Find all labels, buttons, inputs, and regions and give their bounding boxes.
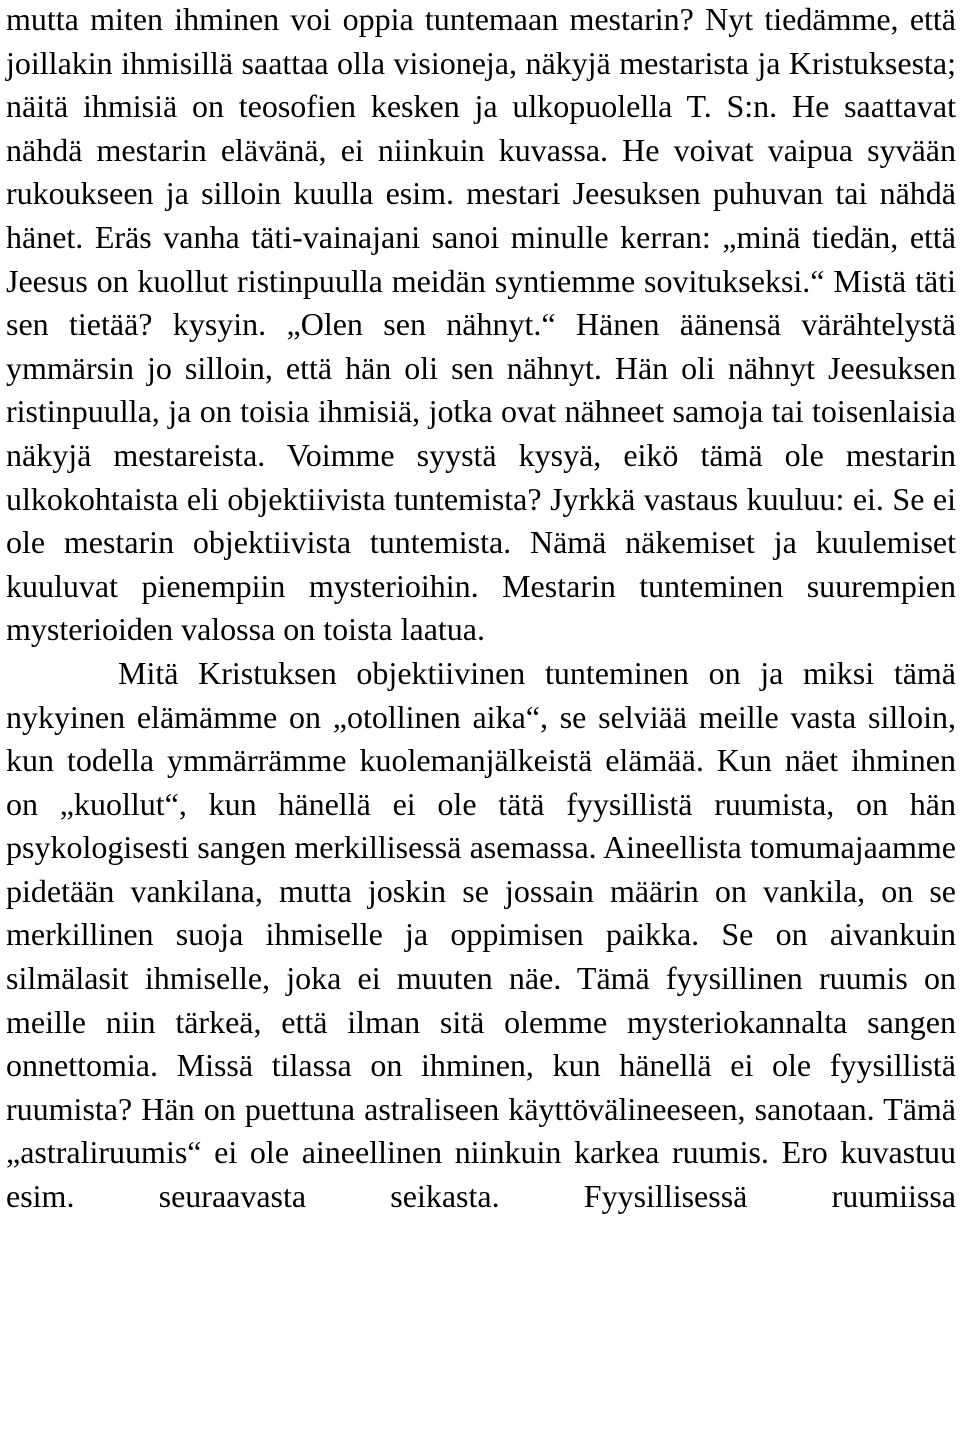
- paragraph-1: mutta miten ihminen voi oppia tuntemaan mestarin? Nyt tiedämme, että joillakin ihmisillä saattaa olla visioneja, näkyjä mestarista ja Kristuksesta; näitä ihmisiä on teosofien kesken ja ulkopuolella T. S:n. He saattavat nähdä mestarin elävänä, ei niinkuin kuvassa. He voivat vaipua syvään rukoukseen ja silloin kuulla esim. mestari Jeesuksen puhuvan tai nähdä hänet. Eräs vanha täti-vainajani sanoi minulle kerran: „minä tiedän, että Jeesus on kuollut ristinpuulla meidän syntiemme sovitukseksi.“ Mistä täti sen tietää? kysyin. „Olen sen nähnyt.“ Hänen äänensä värähtelystä ymmärsin jo silloin, että hän oli sen nähnyt. Hän oli nähnyt Jeesuksen ristinpuulla, ja on toisia ihmisiä, jotka ovat nähneet samoja tai toisenlaisia näkyjä mestareista. Voimme syystä kysyä, eikö tämä ole mestarin ulkokohtaista eli objektiivista tuntemista? Jyrkkä vastaus kuuluu: ei. Se ei ole mestarin objektiivista tuntemista. Nämä näkemiset ja kuulemiset kuuluvat pienempiin mysterioihin. Mestarin tunteminen suurempien mysterioiden valossa on toista laatua.: [6, 1, 956, 648]
- paragraph-2: Mitä Kristuksen objektiivinen tunteminen on ja miksi tämä nykyinen elämämme on „otollinen aika“, se selviää meille vasta silloin, kun todella ymmärrämme kuolemanjälkeistä elämää. Kun näet ihminen on „kuollut“, kun hänellä ei ole tätä fyysillistä ruumista, on hän psykologisesti sangen merkillisessä asemassa. Aineellista tomumajaamme pidetään vankilana, mutta joskin se jossain määrin on vankila, on se merkillinen suoja ihmiselle ja oppimisen paikka. Se on aivankuin silmälasit ihmiselle, joka ei muuten näe. Tämä fyysillinen ruumis on meille niin tärkeä, että ilman sitä olemme mysteriokannalta sangen onnettomia. Missä tilassa on ihminen, kun hänellä ei ole fyysillistä ruumista? Hän on puettuna astraliseen käyttövälineeseen, sanotaan. Tämä „astraliruumis“ ei ole aineellinen niinkuin karkea ruumis. Ero kuvastuu esim. seuraavasta seikasta. Fyysillisessä ruumiissa: [6, 654, 956, 1215]
- document-page: [6, 0, 956, 1219]
